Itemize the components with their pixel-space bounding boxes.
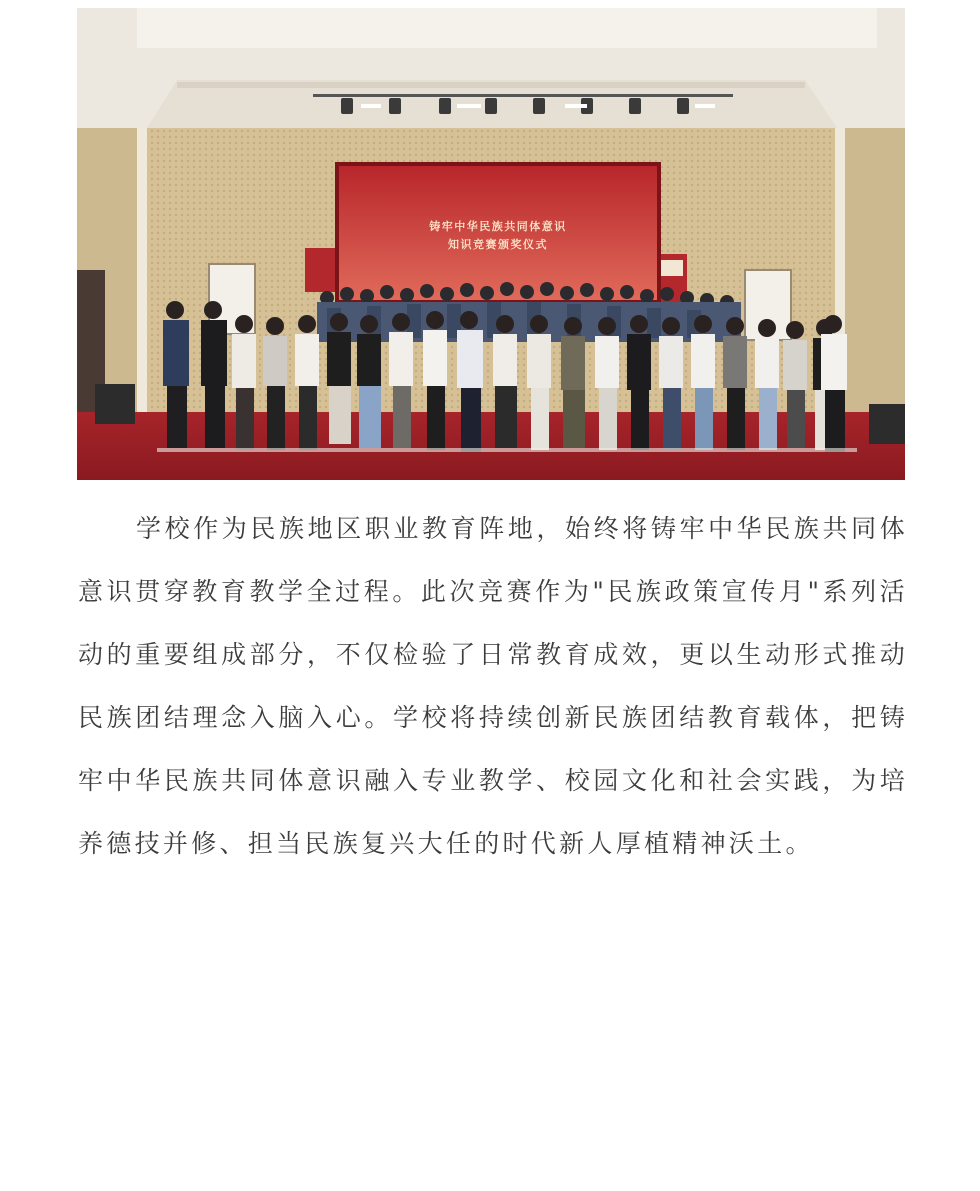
article-paragraph: 学校作为民族地区职业教育阵地，始终将铸牢中华民族共同体意识贯穿教育教学全过程。此次竞赛作为"民族政策宣传月"系列活动的重要组成部分，不仅检验了日常教育成效，更以生动形式推动民族团结理念入脑入心。学校将持续创新民族团结教育载体，把铸牢中华民族共同体意识融入专业教学、校园文化和社会实践，为培养德技并修、担当民族复兴大任的时代新人厚植精神沃土。 [78, 514, 908, 858]
banner-line-1: 铸牢中华民族共同体意识 [429, 220, 567, 233]
group-photo-image [77, 8, 905, 480]
group-photo [77, 8, 905, 480]
banner-line-2: 知识竞赛颁奖仪式 [448, 238, 548, 251]
